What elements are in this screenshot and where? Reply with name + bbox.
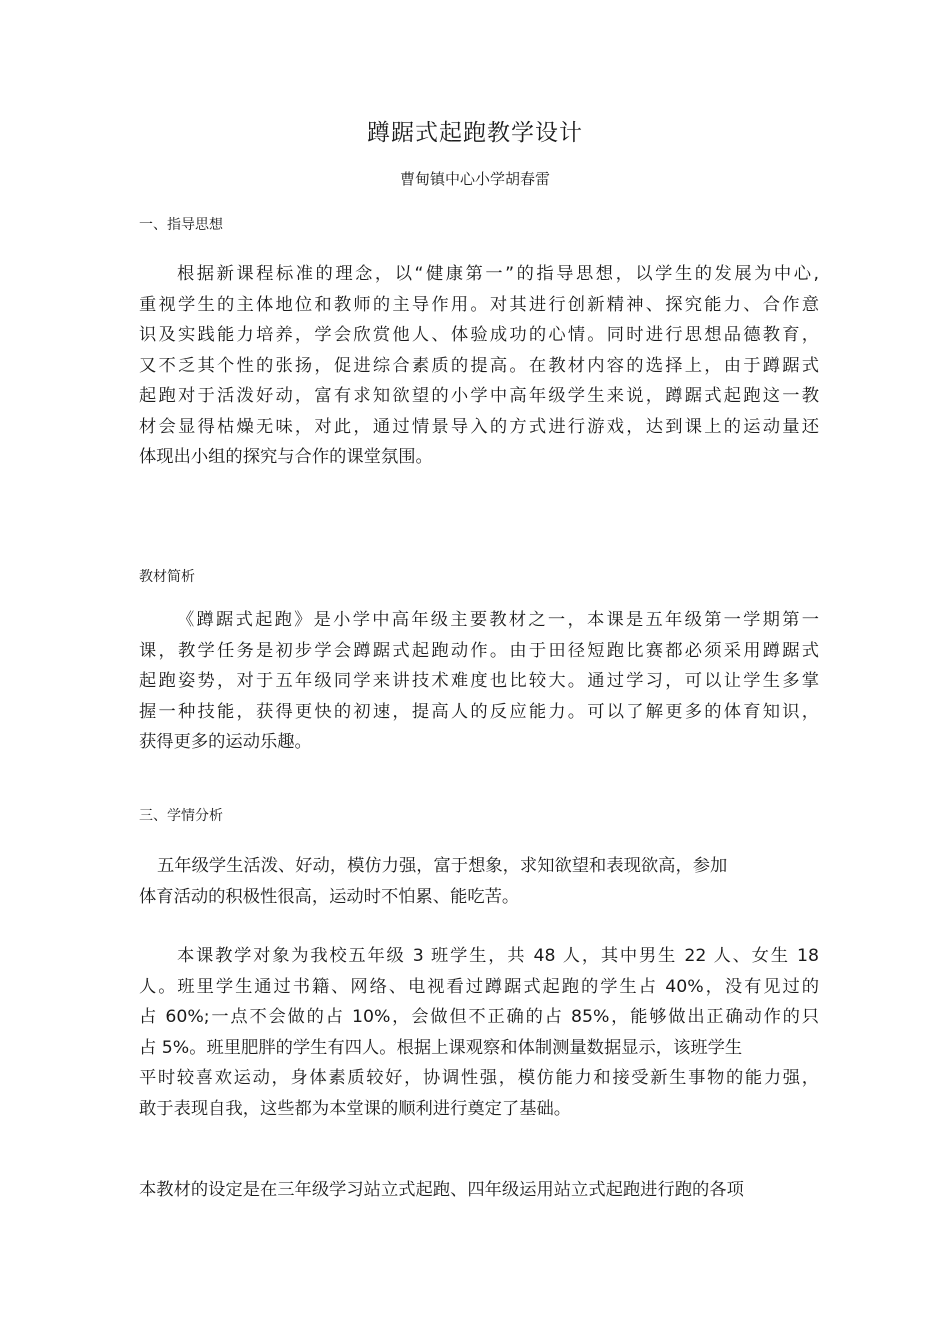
paragraph-line: 材会显得枯燥无味，对此，通过情景导入的方式进行游戏，达到课上的运动量还 xyxy=(139,416,819,437)
paragraph-line: 获得更多的运动乐趣。 xyxy=(139,732,312,752)
paragraph-line: 重视学生的主体地位和教师的主导作用。对其进行创新精神、探究能力、合作意 xyxy=(139,294,819,315)
paragraph-line: 握一种技能，获得更快的初速，提高人的反应能力。可以了解更多的体育知识， xyxy=(139,701,819,722)
paragraph-line: 根据新课程标准的理念，以“健康第一”的指导思想，以学生的发展为中心, xyxy=(177,264,819,284)
paragraph-line: 起跑姿势，对于五年级同学来讲技术难度也比较大。通过学习，可以让学生多掌 xyxy=(139,671,819,691)
paragraph-class-data xyxy=(139,941,819,1124)
section-heading-guiding-idea: 一、指导思想 xyxy=(139,217,223,233)
paragraph-line: 敢于表现自我，这些都为本堂课的顺利进行奠定了基础。 xyxy=(139,1098,572,1119)
paragraph-student-traits xyxy=(139,851,819,912)
paragraph-guiding-idea xyxy=(139,259,819,473)
section-heading-material-analysis: 教材简析 xyxy=(139,569,195,585)
document-author: 曹甸镇中心小学胡春雷 xyxy=(399,170,550,188)
paragraph-line: 体育活动的积极性很高，运动时不怕累、能吃苦。 xyxy=(139,886,520,907)
section-heading-student-analysis: 三、学情分析 xyxy=(139,808,223,824)
paragraph-line: 课，教学任务是初步学会蹲踞式起跑动作。由于田径短跑比赛都必须采用蹲踞式 xyxy=(139,640,819,661)
paragraph-line: 人。班里学生通过书籍、网络、电视看过蹲踞式起跑的学生占 40%，没有见过的 xyxy=(139,976,819,997)
paragraph-line: 《蹲踞式起跑》是小学中高年级主要教材之一，本课是五年级第一学期第一 xyxy=(177,610,819,630)
paragraph-line: 本教材的设定是在三年级学习站立式起跑、四年级运用站立式起跑进行跑的各项 xyxy=(139,1180,744,1200)
paragraph-line: 占 60%;一点不会做的占 10%，会做但不正确的占 85%，能够做出正确动作的只 xyxy=(139,1007,819,1027)
document-title: 蹲踞式起跑教学设计 xyxy=(367,120,583,146)
paragraph-line: 体现出小组的探究与合作的课堂氛围。 xyxy=(139,447,433,467)
paragraph-line: 识及实践能力培养，学会欣赏他人、体验成功的心情。同时进行思想品德教育， xyxy=(139,325,819,345)
paragraph-line: 占 5%。班里肥胖的学生有四人。根据上课观察和体制测量数据显示，该班学生 xyxy=(139,1037,743,1058)
paragraph-line: 平时较喜欢运动，身体素质较好，协调性强，模仿能力和接受新生事物的能力强， xyxy=(139,1068,819,1088)
paragraph-line: 又不乏其个性的张扬，促进综合素质的提高。在教材内容的选择上，由于蹲踞式 xyxy=(139,355,819,376)
paragraph-line: 本课教学对象为我校五年级 3 班学生，共 48 人，其中男生 22 人、女生 18 xyxy=(177,946,819,966)
paragraph-material-analysis xyxy=(139,605,819,758)
paragraph-line: 起跑对于活泼好动，富有求知欲望的小学中高年级学生来说，蹲踞式起跑这一教 xyxy=(139,386,819,406)
paragraph-material-setup xyxy=(139,1175,819,1206)
paragraph-line: 五年级学生活泼、好动，模仿力强，富于想象，求知欲望和表现欲高，参加 xyxy=(157,856,728,876)
